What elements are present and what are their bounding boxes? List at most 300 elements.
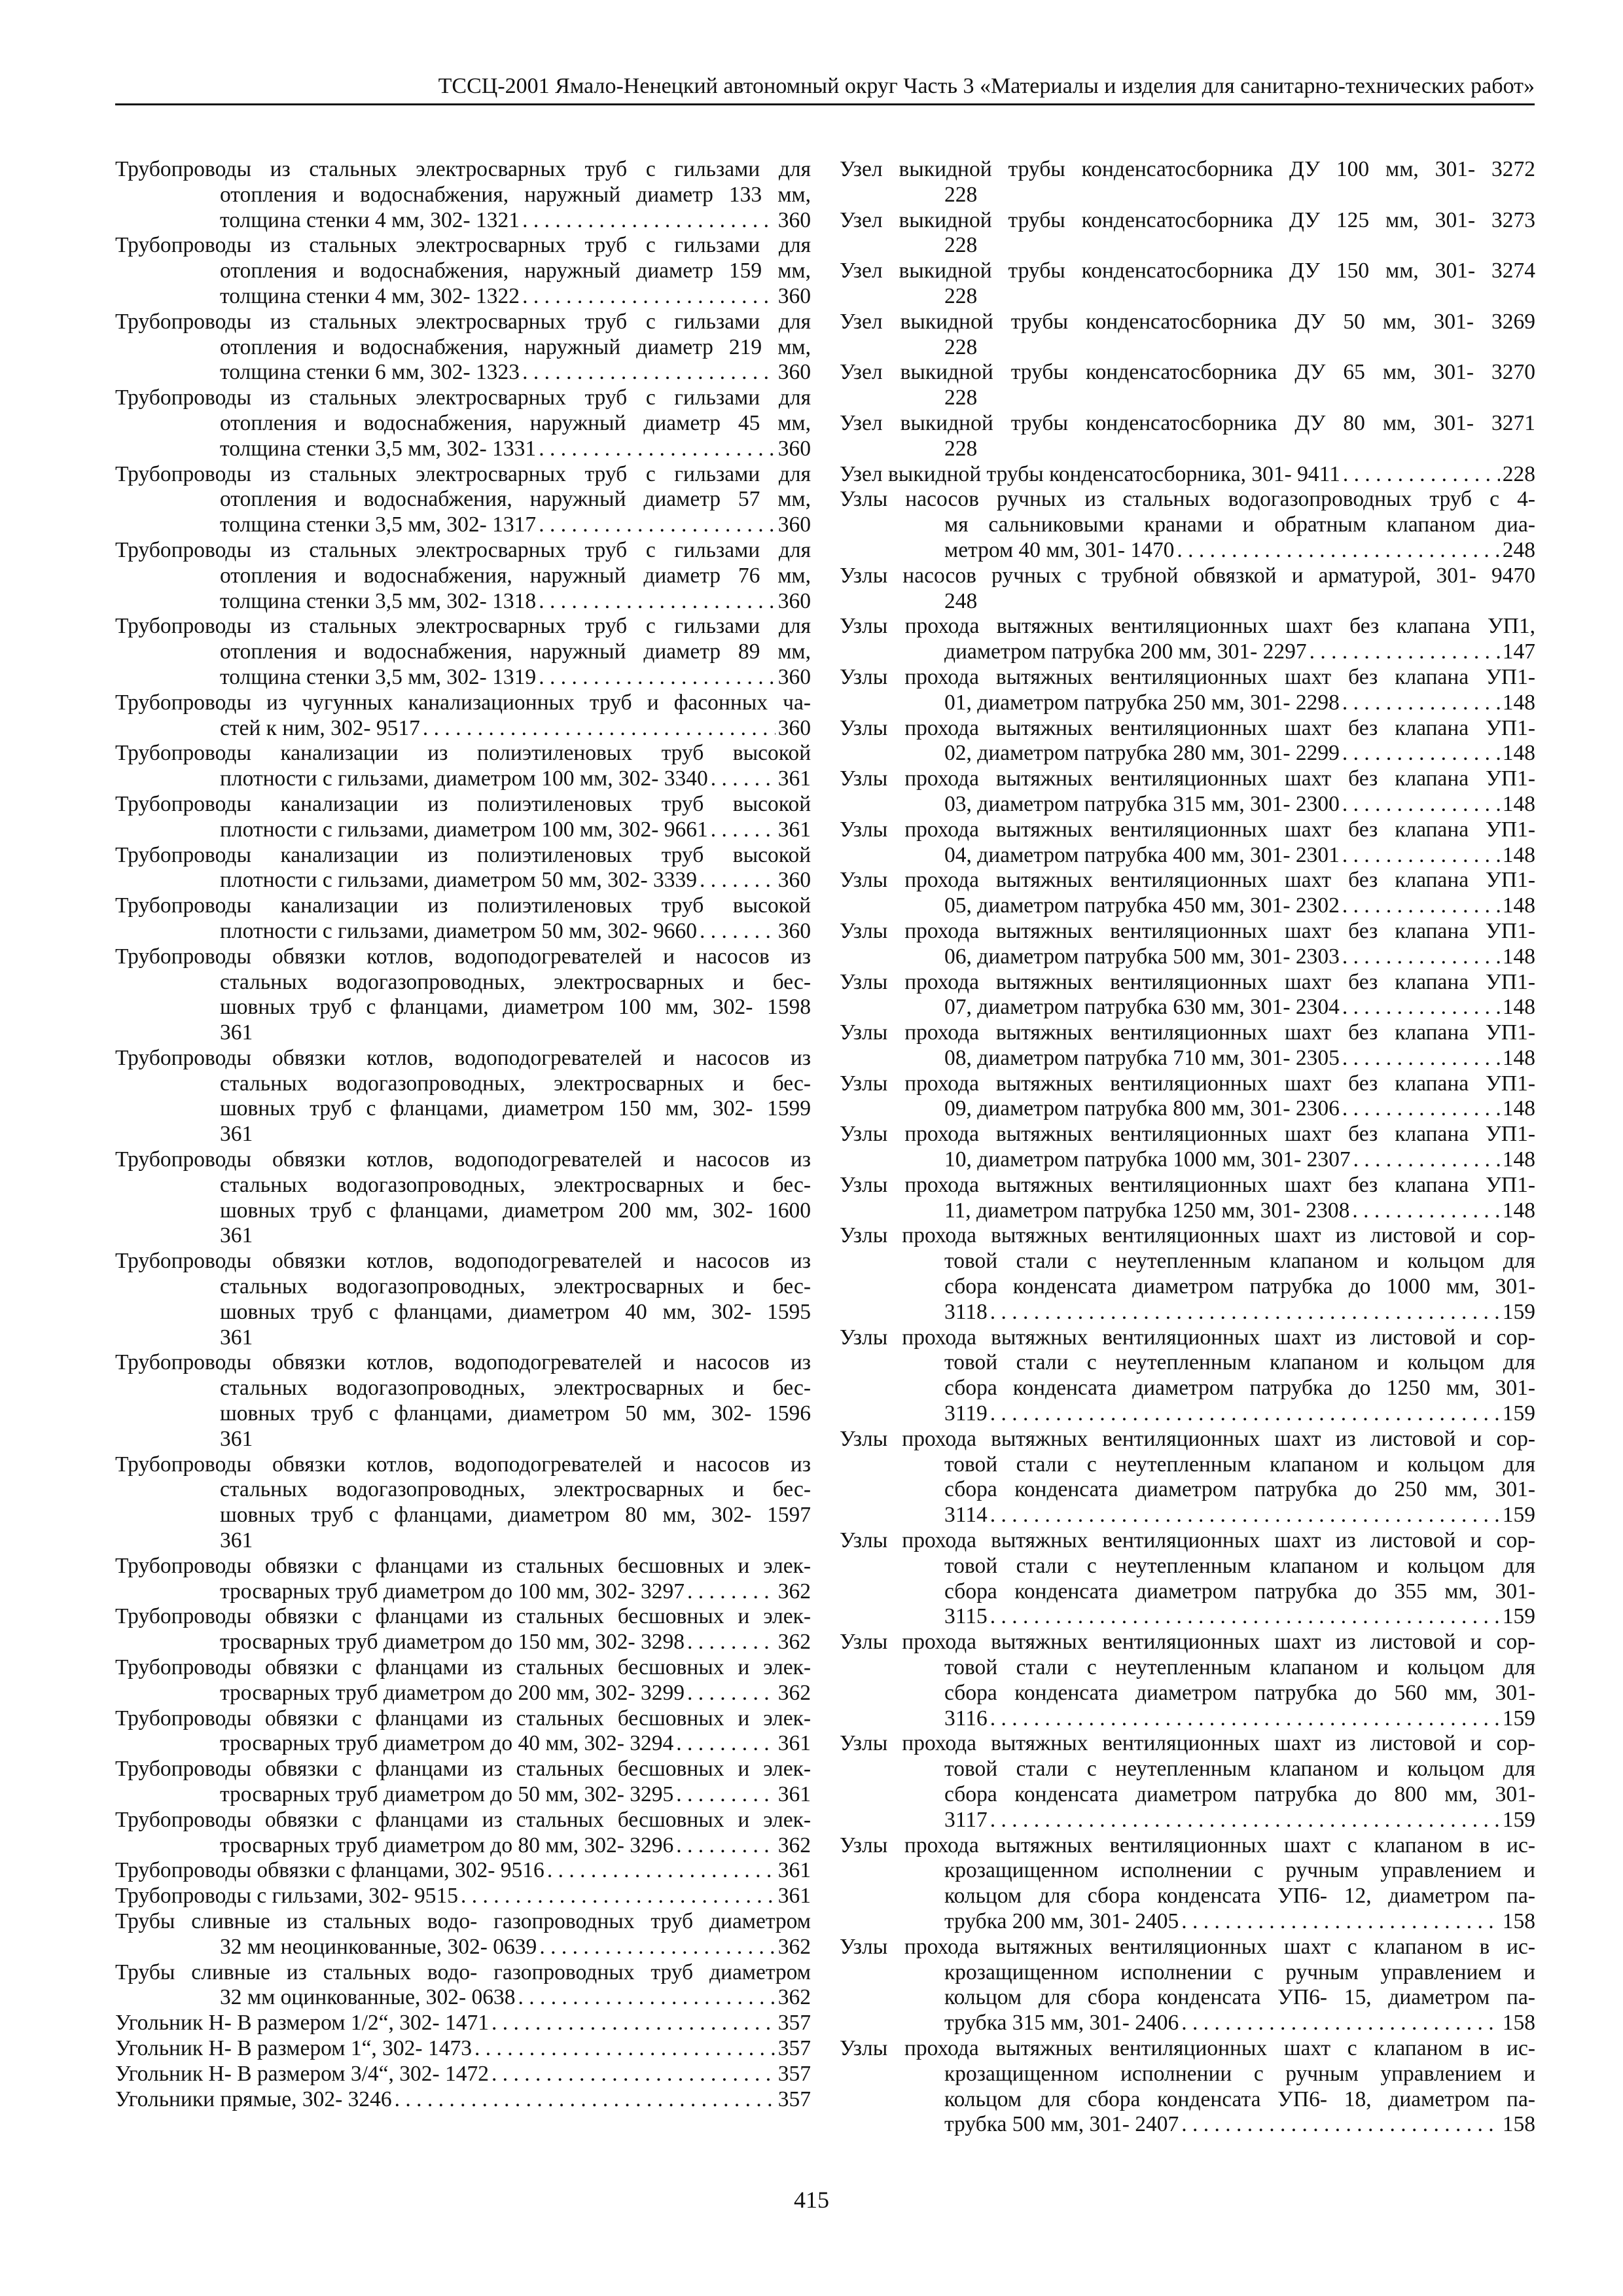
index-entry-page: 148	[1502, 741, 1535, 766]
index-entry-last-line	[840, 741, 1535, 766]
index-entry-text: 10, диаметром патрубка 1000 мм, 301- 2307	[944, 1147, 1351, 1172]
index-entry-line: отопления и водоснабжения, наружный диаметр 89 мм,	[220, 639, 811, 664]
index-entry-page: 362	[777, 1680, 811, 1705]
dot-leader	[676, 1782, 775, 1808]
index-entry-last-line	[115, 2011, 811, 2036]
index-entry-line: Узлы прохода вытяжных вентиляционных шахт из листовой и сор-	[840, 1731, 1535, 1756]
index-column-right	[840, 157, 1535, 2138]
index-entry-page: 362	[777, 1579, 811, 1604]
index-entry	[115, 893, 811, 944]
dot-leader	[990, 1503, 1500, 1528]
index-entry	[115, 2062, 811, 2087]
index-entry-line: Узлы насосов ручных с трубной обвязкой и арматурой, 301- 9470	[840, 563, 1535, 588]
index-entry-last-line	[115, 1985, 811, 2011]
dot-leader	[687, 1630, 776, 1655]
index-entry	[115, 386, 811, 461]
index-entry	[115, 691, 811, 742]
index-entry-text: Угольники прямые, 302- 3246	[115, 2087, 392, 2111]
index-entry-line: Трубопроводы обвязки котлов, водоподогревателей и насосов из	[115, 944, 811, 969]
index-entry-line: крозащищенном исполнении с ручным управлением и	[944, 2061, 1535, 2086]
index-entry-text: тросварных труб диаметром до 150 мм, 302- 3298	[220, 1630, 685, 1655]
index-entry-line: Узлы прохода вытяжных вентиляционных шахт без клапана УП1-	[840, 817, 1535, 842]
index-entry-page: 148	[1502, 791, 1535, 816]
index-entry-last-line	[115, 208, 811, 234]
index-entry-text: 361	[220, 1528, 253, 1553]
index-entry-line: Трубопроводы канализации из полиэтиленовых труб высокой	[115, 842, 811, 867]
index-entry-line: Узлы прохода вытяжных вентиляционных шахт из листовой и сор-	[840, 1630, 1535, 1655]
index-entry-page: 148	[1502, 690, 1535, 715]
index-entry-last-line	[840, 589, 1535, 615]
dot-leader	[461, 1884, 776, 1909]
index-entry-page: 357	[777, 2011, 811, 2036]
index-entry-last-line	[840, 183, 1535, 208]
index-entry-line: сбора конденсата диаметром патрубка до 250 мм, 301-	[944, 1477, 1535, 1502]
index-entry-line: Трубопроводы из стальных электросварных труб с гильзами для	[115, 461, 811, 486]
index-entry-text: 3114	[944, 1503, 988, 1528]
index-entry	[115, 1604, 811, 1655]
index-entry-line: Узлы прохода вытяжных вентиляционных шахт из листовой и сор-	[840, 1325, 1535, 1350]
index-entry-line: Трубопроводы обвязки котлов, водоподогревателей и насосов из	[115, 1045, 811, 1070]
index-entry-line: Трубопроводы обвязки с фланцами из стальных бесшовных и элек-	[115, 1706, 811, 1731]
dot-leader	[1310, 639, 1500, 665]
index-entry	[115, 1147, 811, 1249]
index-entry-text: Угольник Н- В размером 1“, 302- 1473	[115, 2036, 472, 2060]
index-entry-line: Трубопроводы канализации из полиэтиленовых труб высокой	[115, 741, 811, 766]
index-entry-last-line	[115, 1681, 811, 1706]
index-entry-line: Узлы прохода вытяжных вентиляционных шахт без клапана УП1-	[840, 918, 1535, 943]
index-entry	[840, 310, 1535, 361]
index-entry-last-line	[115, 1884, 811, 1909]
index-entry-line: крозащищенном исполнении с ручным управлением и	[944, 1858, 1535, 1883]
index-entry-page: 357	[777, 2061, 811, 2086]
index-entry-last-line	[115, 360, 811, 386]
index-entry-page: 360	[777, 436, 811, 461]
index-entry-last-line	[840, 335, 1535, 361]
index-entry-last-line	[115, 1325, 811, 1351]
index-entry-line: шовных труб с фланцами, диаметром 100 мм, 302- 1598	[220, 995, 811, 1020]
index-entry-page: 159	[1502, 1503, 1535, 1528]
index-entry-line: Трубопроводы из стальных электросварных труб с гильзами для	[115, 386, 811, 410]
index-entry	[840, 208, 1535, 259]
index-entry	[840, 1071, 1535, 1122]
index-entry-text: Трубопроводы с гильзами, 302- 9515	[115, 1884, 458, 1909]
dot-leader	[1342, 893, 1500, 919]
index-entry-page: 360	[777, 588, 811, 613]
index-entry-text: тросварных труб диаметром до 50 мм, 302- 3295	[220, 1782, 674, 1806]
index-entry-last-line	[840, 1300, 1535, 1325]
index-entry-text: трубка 500 мм, 301- 2407	[944, 2112, 1179, 2137]
index-entry-text: 361	[220, 1122, 253, 1147]
index-entry-text: 32 мм неоцинкованные, 302- 0639	[220, 1934, 537, 1959]
index-entry	[115, 2036, 811, 2062]
index-entry-page: 357	[777, 2087, 811, 2111]
index-entry-line: товой стали с неутепленным клапаном и кольцом для	[944, 1553, 1535, 1578]
index-entry-last-line	[840, 437, 1535, 462]
index-entry-last-line	[115, 817, 811, 843]
index-entry-text: трубка 200 мм, 301- 2405	[944, 1909, 1179, 1933]
index-entry-last-line	[840, 639, 1535, 665]
page-number: 415	[794, 2187, 829, 2213]
index-entry-last-line	[115, 284, 811, 310]
index-entry	[840, 1528, 1535, 1630]
index-entry-line: Трубопроводы обвязки с фланцами из стальных бесшовных и элек-	[115, 1757, 811, 1782]
dot-leader	[539, 1935, 775, 1960]
index-entry-line: Узлы прохода вытяжных вентиляционных шахт без клапана УП1-	[840, 868, 1535, 893]
dot-leader	[1343, 462, 1500, 488]
index-entry-text: тросварных труб диаметром до 40 мм, 302- 3294	[220, 1731, 674, 1756]
index-entry-text: диаметром патрубка 200 мм, 301- 2297	[944, 639, 1307, 664]
dot-leader	[474, 2036, 776, 2062]
index-entry-line: Узел выкидной трубы конденсатосборника ДУ 65 мм, 301- 3270	[840, 360, 1535, 385]
index-entry-last-line	[115, 665, 811, 691]
index-entry-page: 360	[777, 207, 811, 232]
index-entry-page: 357	[777, 2036, 811, 2060]
index-entry-text: 361	[220, 1325, 253, 1350]
index-entry-line: Узлы прохода вытяжных вентиляционных шахт без клапана УП1-	[840, 969, 1535, 994]
index-entry-last-line	[115, 766, 811, 792]
index-entry-line: Трубопроводы из стальных электросварных труб с гильзами для	[115, 309, 811, 334]
index-entry	[115, 462, 811, 538]
index-entry-line: Узлы прохода вытяжных вентиляционных шахт с клапаном в ис-	[840, 2036, 1535, 2060]
index-entry-last-line	[115, 1579, 811, 1605]
index-entry-line: шовных труб с фланцами, диаметром 50 мм, 302- 1596	[220, 1401, 811, 1426]
index-entry-text: тросварных труб диаметром до 200 мм, 302- 3299	[220, 1680, 685, 1705]
index-entry-line: отопления и водоснабжения, наружный диаметр 76 мм,	[220, 563, 811, 588]
index-entry-page: 148	[1502, 1198, 1535, 1223]
index-entry-line: Трубопроводы обвязки котлов, водоподогревателей и насосов из	[115, 1452, 811, 1477]
index-entry-line: товой стали с неутепленным клапаном и кольцом для	[944, 1452, 1535, 1477]
index-entry-text: 3115	[944, 1604, 988, 1629]
index-entry-text: метром 40 мм, 301- 1470	[944, 537, 1175, 562]
dot-leader	[423, 716, 776, 742]
index-entry-last-line	[840, 1503, 1535, 1528]
index-entry-line: Узлы прохода вытяжных вентиляционных шахт с клапаном в ис-	[840, 1934, 1535, 1959]
dot-leader	[1353, 1147, 1500, 1173]
index-entry	[115, 1909, 811, 1960]
index-entry	[840, 462, 1535, 488]
dot-leader	[1342, 691, 1500, 716]
index-entry-last-line	[840, 893, 1535, 919]
index-entry	[115, 1706, 811, 1757]
index-entry-line: кольцом для сбора конденсата УП6- 15, диаметром па-	[944, 1985, 1535, 2010]
index-entry-last-line	[115, 2087, 811, 2113]
dot-leader	[1177, 538, 1499, 564]
index-entry-line: сбора конденсата диаметром патрубка до 800 мм, 301-	[944, 1782, 1535, 1806]
index-entry-last-line	[840, 1909, 1535, 1935]
index-entry	[840, 970, 1535, 1021]
index-entry-text: 06, диаметром патрубка 500 мм, 301- 2303	[944, 944, 1340, 969]
index-column-left	[115, 157, 811, 2112]
index-entry-line: Трубопроводы обвязки котлов, водоподогревателей и насосов из	[115, 1350, 811, 1375]
index-entry-text: 01, диаметром патрубка 250 мм, 301- 2298	[944, 690, 1340, 715]
index-entry-line: товой стали с неутепленным клапаном и кольцом для	[944, 1655, 1535, 1680]
index-entry-line: стальных водогазопроводных, электросварных и бес-	[220, 1071, 811, 1096]
index-entry-line: стальных водогазопроводных, электросварных и бес-	[220, 1172, 811, 1197]
index-entry-line: Узлы прохода вытяжных вентиляционных шахт из листовой и сор-	[840, 1426, 1535, 1451]
index-entry-last-line	[840, 538, 1535, 564]
dot-leader	[687, 1681, 776, 1706]
index-entry-line: шовных труб с фланцами, диаметром 200 мм, 302- 1600	[220, 1198, 811, 1223]
dot-leader	[990, 1706, 1500, 1732]
index-entry-last-line	[115, 1833, 811, 1859]
index-entry-line: мя сальниковыми кранами и обратным клапаном диа-	[944, 512, 1535, 537]
index-entry-page: 148	[1502, 1045, 1535, 1070]
dot-leader	[539, 512, 776, 538]
dot-leader	[711, 817, 776, 843]
index-entry-page: 360	[777, 868, 811, 893]
index-entry	[840, 665, 1535, 716]
index-entry-last-line	[840, 1198, 1535, 1224]
index-entry-last-line	[115, 919, 811, 944]
index-entry-line: Узлы прохода вытяжных вентиляционных шахт с клапаном в ис-	[840, 1833, 1535, 1857]
index-entry-line: Узел выкидной трубы конденсатосборника ДУ 50 мм, 301- 3269	[840, 309, 1535, 334]
index-entry-page: 248	[1502, 537, 1535, 562]
index-entry-line: Трубопроводы из стальных электросварных труб с гильзами для	[115, 537, 811, 562]
index-entry	[115, 1249, 811, 1350]
dot-leader	[700, 868, 776, 893]
index-entry	[840, 614, 1535, 665]
dot-leader	[1181, 2112, 1499, 2138]
index-entry-text: толщина стенки 6 мм, 302- 1323	[220, 360, 520, 385]
index-entry-last-line	[115, 1935, 811, 1960]
index-entry-line: отопления и водоснабжения, наружный диаметр 45 мм,	[220, 410, 811, 435]
index-entry-last-line	[840, 1096, 1535, 1122]
index-entry-text: толщина стенки 3,5 мм, 302- 1318	[220, 588, 537, 613]
index-entry	[840, 766, 1535, 817]
dot-leader	[990, 1300, 1500, 1325]
index-entry-last-line	[840, 2112, 1535, 2138]
dot-leader	[1342, 792, 1500, 817]
index-entry-line: Узел выкидной трубы конденсатосборника ДУ 125 мм, 301- 3273	[840, 207, 1535, 232]
index-entry-text: тросварных труб диаметром до 100 мм, 302- 3297	[220, 1579, 685, 1604]
index-entry-text: 04, диаметром патрубка 400 мм, 301- 2301	[944, 842, 1340, 867]
index-entry-text: 228	[944, 386, 978, 410]
index-entry-page: 360	[777, 664, 811, 689]
index-entry-line: Узел выкидной трубы конденсатосборника ДУ 100 мм, 301- 3272	[840, 157, 1535, 181]
index-entry-page: 148	[1502, 1096, 1535, 1121]
dot-leader	[676, 1731, 775, 1757]
index-entry	[840, 1122, 1535, 1173]
index-entry-text: 228	[944, 334, 978, 359]
dot-leader	[539, 665, 776, 691]
index-entry-last-line	[840, 1808, 1535, 1833]
index-entry	[840, 1223, 1535, 1325]
index-entry-text: 361	[220, 1020, 253, 1045]
index-entry-line: Узлы прохода вытяжных вентиляционных шахт без клапана УП1-	[840, 1172, 1535, 1197]
index-entry	[840, 564, 1535, 615]
index-entry-line: Трубопроводы обвязки котлов, водоподогревателей и насосов из	[115, 1249, 811, 1274]
index-entry-line: шовных труб с фланцами, диаметром 150 мм, 302- 1599	[220, 1096, 811, 1121]
index-entry-last-line	[115, 1630, 811, 1655]
index-entry-text: Узел выкидной трубы конденсатосборника, 301- 9411	[840, 461, 1340, 486]
index-entry-last-line	[840, 1401, 1535, 1427]
index-entry-line: Трубопроводы обвязки с фланцами из стальных бесшовных и элек-	[115, 1553, 811, 1578]
index-entry-page: 148	[1502, 1147, 1535, 1172]
index-entry-text: 3116	[944, 1706, 988, 1731]
dot-leader	[990, 1808, 1500, 1833]
index-entry	[840, 1325, 1535, 1427]
index-entry-text: Трубопроводы обвязки с фланцами, 302- 9516	[115, 1858, 544, 1883]
index-entry-last-line	[840, 944, 1535, 970]
index-entry-page: 361	[777, 1731, 811, 1756]
index-entry-text: тросварных труб диаметром до 80 мм, 302- 3296	[220, 1833, 674, 1857]
dot-leader	[1342, 1046, 1500, 1071]
index-entry-last-line	[115, 1223, 811, 1249]
index-entry	[840, 1731, 1535, 1833]
index-entry-page: 361	[777, 1884, 811, 1909]
index-entry	[115, 741, 811, 792]
dot-leader	[1342, 741, 1500, 766]
index-entry-line: стальных водогазопроводных, электросварных и бес-	[220, 1376, 811, 1401]
dot-leader	[522, 360, 776, 386]
index-entry-page: 159	[1502, 1604, 1535, 1629]
index-entry-text: стей к ним, 302- 9517	[220, 715, 420, 740]
index-entry-line: Узлы прохода вытяжных вентиляционных шахт без клапана УП1-	[840, 1020, 1535, 1045]
index-entry-page: 159	[1502, 1401, 1535, 1426]
index-entry-last-line	[115, 716, 811, 742]
index-entry-text: 03, диаметром патрубка 315 мм, 301- 2300	[944, 791, 1340, 816]
index-entry-last-line	[115, 1731, 811, 1757]
index-entry-text: 07, диаметром патрубка 630 мм, 301- 2304	[944, 995, 1340, 1020]
index-entry-line: Узлы прохода вытяжных вентиляционных шахт без клапана УП1-	[840, 1071, 1535, 1096]
index-entry-line: отопления и водоснабжения, наружный диаметр 57 мм,	[220, 487, 811, 512]
index-entry-line: Узел выкидной трубы конденсатосборника ДУ 80 мм, 301- 3271	[840, 410, 1535, 435]
index-entry-page: 362	[777, 1833, 811, 1857]
dot-leader	[539, 437, 776, 462]
index-entry-line: отопления и водоснабжения, наружный диаметр 159 мм,	[220, 259, 811, 283]
dot-leader	[547, 1858, 776, 1884]
index-entry-page: 360	[777, 715, 811, 740]
index-entry-last-line	[115, 868, 811, 893]
index-entry	[840, 1630, 1535, 1731]
index-entry-line: Трубопроводы обвязки с фланцами из стальных бесшовных и элек-	[115, 1604, 811, 1629]
index-entry	[115, 1858, 811, 1884]
index-entry-line: Трубопроводы канализации из полиэтиленовых труб высокой	[115, 893, 811, 918]
index-entry-line: шовных труб с фланцами, диаметром 40 мм, 302- 1595	[220, 1299, 811, 1324]
index-entry-line: сбора конденсата диаметром патрубка до 560 мм, 301-	[944, 1680, 1535, 1705]
index-entry-page: 148	[1502, 944, 1535, 969]
index-entry	[115, 1960, 811, 2011]
index-entry-line: сбора конденсата диаметром патрубка до 1000 мм, 301-	[944, 1274, 1535, 1299]
index-entry-line: Трубопроводы обвязки котлов, водоподогревателей и насосов из	[115, 1147, 811, 1172]
index-entry	[840, 1173, 1535, 1224]
index-entry-line: Узлы прохода вытяжных вентиляционных шахт без клапана УП1-	[840, 766, 1535, 791]
index-entry-last-line	[840, 386, 1535, 411]
index-entry-line: Узлы прохода вытяжных вентиляционных шахт из листовой и сор-	[840, 1223, 1535, 1248]
index-entry-last-line	[840, 1046, 1535, 1071]
index-entry-line: Трубопроводы обвязки с фланцами из стальных бесшовных и элек-	[115, 1655, 811, 1680]
index-entry-page: 148	[1502, 842, 1535, 867]
index-entry-page: 158	[1502, 2112, 1535, 2137]
dot-leader	[491, 2011, 776, 2036]
index-entry-last-line	[840, 462, 1535, 488]
index-entry-line: товой стали с неутепленным клапаном и кольцом для	[944, 1249, 1535, 1274]
index-entry-last-line	[115, 2036, 811, 2062]
index-entry-line: Узел выкидной трубы конденсатосборника ДУ 150 мм, 301- 3274	[840, 259, 1535, 283]
index-entry-page: 361	[777, 1858, 811, 1883]
index-entry-page: 362	[777, 1985, 811, 2010]
index-entry-text: 228	[944, 182, 978, 207]
index-entry-text: Угольник Н- В размером 3/4“, 302- 1472	[115, 2061, 490, 2086]
dot-leader	[522, 284, 776, 310]
index-entry-page: 361	[777, 1782, 811, 1806]
index-entry-page: 360	[777, 360, 811, 385]
index-entry-page: 362	[777, 1934, 811, 1959]
index-entry-page: 360	[777, 918, 811, 943]
dot-leader	[676, 1833, 775, 1859]
index-entry-text: 3118	[944, 1299, 988, 1324]
index-entry-line: Трубы сливные из стальных водо- газопроводных труб диаметром	[115, 1960, 811, 1984]
index-entry	[115, 157, 811, 233]
index-entry	[840, 919, 1535, 970]
index-entry	[115, 1757, 811, 1808]
index-entry-last-line	[115, 1122, 811, 1147]
index-entry-line: Узлы прохода вытяжных вентиляционных шахт без клапана УП1-	[840, 715, 1535, 740]
index-entry-last-line	[840, 1604, 1535, 1630]
index-entry	[840, 2036, 1535, 2138]
index-entry-text: Угольник Н- В размером 1/2“, 302- 1471	[115, 2011, 490, 2036]
index-entry-line: крозащищенном исполнении с ручным управлением и	[944, 1960, 1535, 1984]
index-entry	[840, 411, 1535, 462]
index-entry-text: толщина стенки 4 мм, 302- 1321	[220, 207, 520, 232]
dot-leader	[1181, 2011, 1499, 2036]
index-entry-text: 32 мм оцинкованные, 302- 0638	[220, 1985, 516, 2010]
index-entry	[115, 792, 811, 843]
dot-leader	[395, 2087, 776, 2113]
index-entry-text: 361	[220, 1426, 253, 1451]
index-entry-page: 361	[777, 817, 811, 842]
index-entry-last-line	[115, 1782, 811, 1808]
index-entry-text: 228	[944, 283, 978, 308]
index-entry	[840, 157, 1535, 208]
index-entry-text: 09, диаметром патрубка 800 мм, 301- 2306	[944, 1096, 1340, 1121]
index-entry-last-line	[115, 1528, 811, 1554]
index-entry	[115, 1452, 811, 1554]
index-entry-line: отопления и водоснабжения, наружный диаметр 219 мм,	[220, 334, 811, 359]
index-entry-last-line	[840, 1147, 1535, 1173]
index-entry-line: Трубопроводы из стальных электросварных труб с гильзами для	[115, 614, 811, 639]
index-entry-line: товой стали с неутепленным клапаном и кольцом для	[944, 1757, 1535, 1782]
index-entry	[115, 1655, 811, 1706]
index-entry-text: 3117	[944, 1807, 988, 1832]
index-entry-last-line	[840, 1706, 1535, 1732]
index-entry-line: отопления и водоснабжения, наружный диаметр 133 мм,	[220, 182, 811, 207]
dot-leader	[1181, 1909, 1499, 1935]
index-entry-last-line	[840, 843, 1535, 869]
running-header: ТССЦ-2001 Ямало-Ненецкий автономный округ Часть 3 «Материалы и изделия для санитарно-технических работ»	[115, 72, 1535, 105]
dot-leader	[1352, 1198, 1499, 1224]
index-entry-last-line	[115, 1020, 811, 1046]
index-entry-last-line	[115, 2062, 811, 2087]
index-entry-line: сбора конденсата диаметром патрубка до 355 мм, 301-	[944, 1579, 1535, 1604]
index-entry-line: Трубопроводы канализации из полиэтиленовых труб высокой	[115, 791, 811, 816]
index-entry-text: 08, диаметром патрубка 710 мм, 301- 2305	[944, 1045, 1340, 1070]
index-entry-last-line	[840, 284, 1535, 310]
index-entry	[115, 843, 811, 894]
index-entry-line: Трубопроводы из стальных электросварных труб с гильзами для	[115, 157, 811, 181]
index-entry	[840, 1833, 1535, 1935]
index-entry-last-line	[115, 437, 811, 462]
index-entry-page: 360	[777, 512, 811, 537]
index-entry	[115, 1554, 811, 1605]
index-entry-line: Узлы прохода вытяжных вентиляционных шахт без клапана УП1-	[840, 664, 1535, 689]
dot-leader	[687, 1579, 776, 1605]
index-entry-line: Трубопроводы из чугунных канализационных труб и фасонных ча-	[115, 690, 811, 715]
index-entry-line: Узлы прохода вытяжных вентиляционных шахт из листовой и сор-	[840, 1528, 1535, 1553]
index-entry	[115, 538, 811, 614]
dot-leader	[990, 1401, 1500, 1427]
dot-leader	[1342, 1096, 1500, 1122]
